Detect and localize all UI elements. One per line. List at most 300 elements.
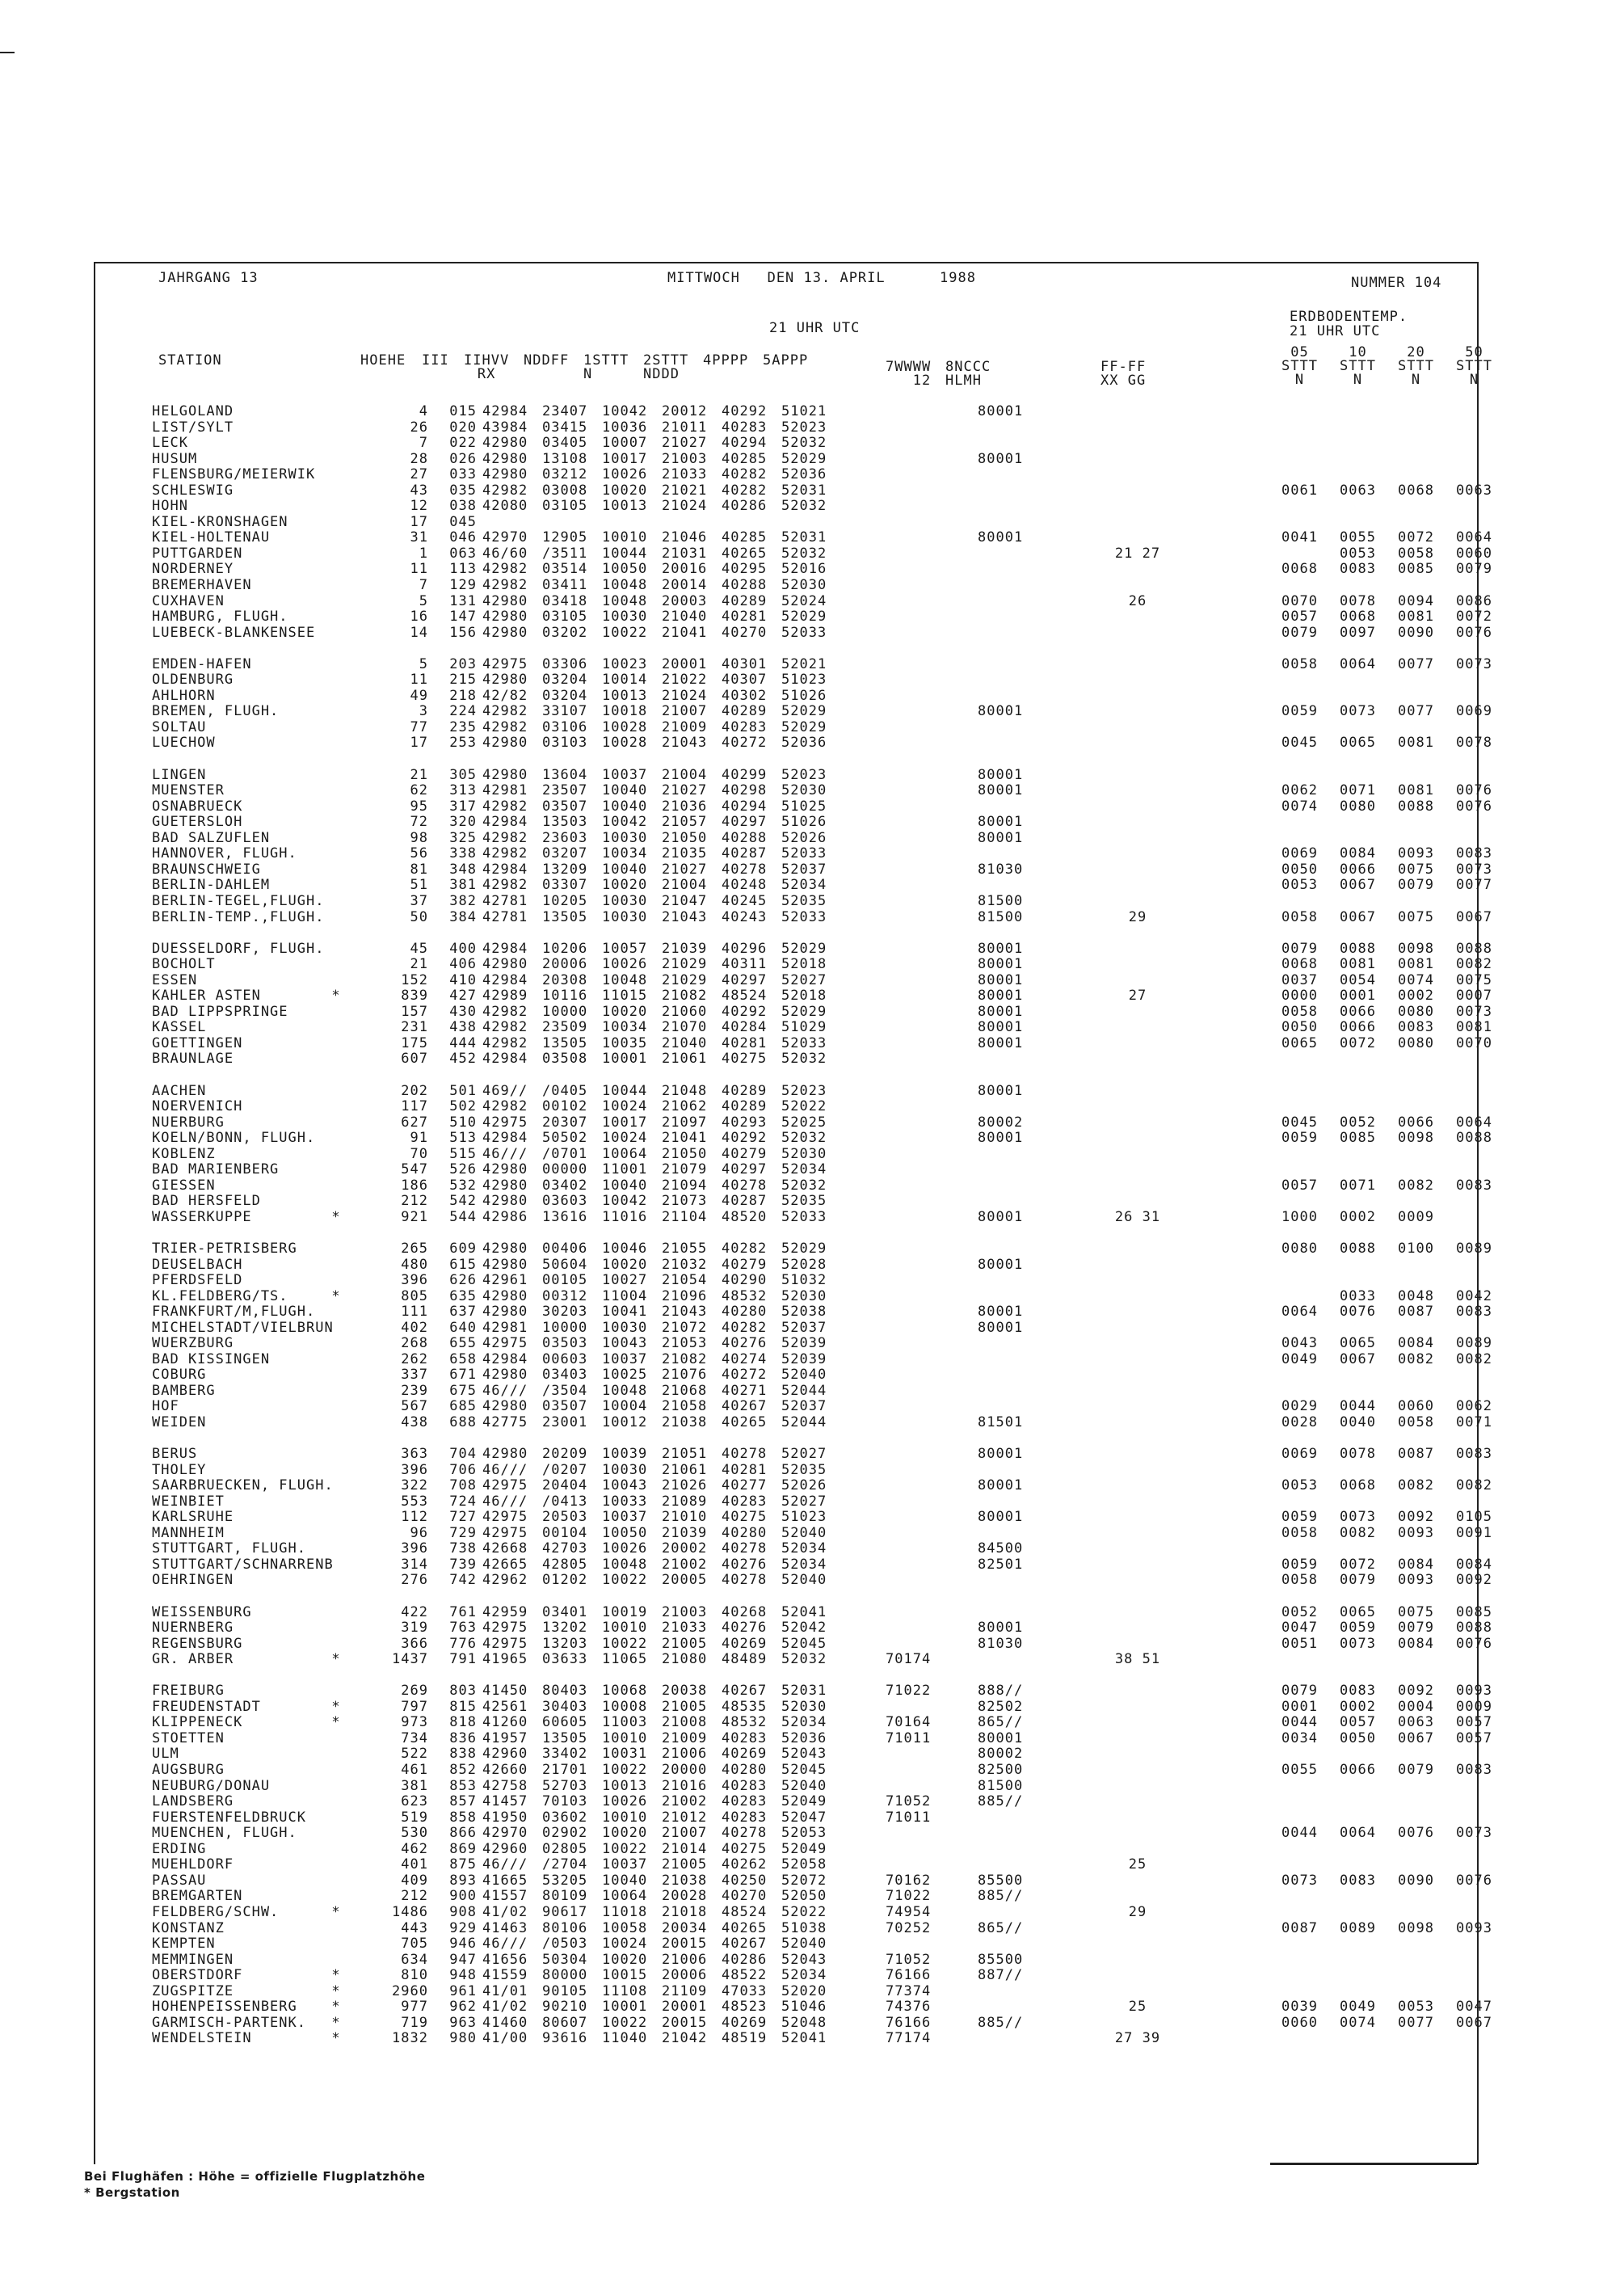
cell-hoehe: 1 xyxy=(419,545,428,562)
cell-hoehe: 269 xyxy=(401,1683,428,1700)
cell-s2: 21038 xyxy=(662,1414,708,1430)
cell-wwww: 71011 xyxy=(886,1809,932,1826)
cell-e20: 0063 xyxy=(1398,1714,1434,1731)
table-row xyxy=(152,988,1492,1005)
cell-ixhvv: 42975 xyxy=(482,1620,528,1637)
cell-iii: 704 xyxy=(449,1446,477,1463)
cell-e50: 0082 xyxy=(1456,1350,1492,1367)
cell-nddff: 03403 xyxy=(542,1367,588,1384)
cell-hoehe: 202 xyxy=(401,1082,428,1099)
cell-ixhvv: 42980 xyxy=(482,672,528,689)
table-row xyxy=(152,1099,1485,1115)
cell-appp: 51032 xyxy=(781,1272,827,1289)
cell-appp: 52029 xyxy=(781,1240,827,1257)
cell-ixhvv: 42982 xyxy=(482,718,528,735)
cell-appp: 52028 xyxy=(781,1256,827,1273)
table-row xyxy=(152,1794,1485,1810)
cell-s1: 10017 xyxy=(602,1114,648,1131)
cell-s2: 21011 xyxy=(662,419,708,436)
cell-appp: 52040 xyxy=(781,1572,827,1589)
cell-hoehe: 921 xyxy=(401,1208,428,1225)
cell-appp: 51021 xyxy=(781,403,827,419)
cell-iii: 929 xyxy=(449,1919,477,1936)
cell-e05: 0058 xyxy=(1281,1524,1318,1541)
table-row xyxy=(152,908,1492,926)
cell-e50: 0064 xyxy=(1456,1114,1492,1131)
cell-pppp: 40245 xyxy=(722,892,768,909)
cell-s1: 10017 xyxy=(602,450,648,467)
cell-ixhvv: 42980 xyxy=(482,609,528,626)
cell-pppp: 48523 xyxy=(722,1999,768,2016)
cell-s1: 10037 xyxy=(602,1509,648,1526)
cell-nddff: 03508 xyxy=(542,1051,588,1068)
cell-e10: 0065 xyxy=(1340,1335,1376,1352)
cell-star: * xyxy=(331,1714,341,1731)
cell-station: MUENSTER xyxy=(152,783,225,799)
cell-ixhvv: 42984 xyxy=(482,940,528,957)
cell-s2: 20005 xyxy=(662,1572,708,1589)
cell-iii: 317 xyxy=(449,798,477,815)
cell-pppp: 40269 xyxy=(722,1746,768,1763)
cell-iii: 791 xyxy=(449,1651,477,1668)
cell-s2: 21057 xyxy=(662,814,708,831)
table-row xyxy=(152,561,1492,578)
cell-s2: 21094 xyxy=(662,1177,708,1194)
cell-pppp: 40278 xyxy=(722,1540,768,1557)
cell-station: WEISSENBURG xyxy=(152,1604,252,1620)
cell-station: REGENSBURG xyxy=(152,1636,243,1652)
cell-s2: 21018 xyxy=(662,1903,708,1920)
cell-appp: 52032 xyxy=(781,498,827,515)
cell-ixhvv: 42982 xyxy=(482,798,528,815)
cell-s1: 10048 xyxy=(602,592,648,609)
cell-iii: 515 xyxy=(449,1145,477,1162)
cell-ixhvv: 42980 xyxy=(482,1256,528,1273)
cell-e50: 0089 xyxy=(1456,1240,1492,1257)
cell-hoehe: 627 xyxy=(401,1114,428,1131)
cell-pppp: 40296 xyxy=(722,940,768,957)
cell-s1: 10026 xyxy=(602,956,648,973)
cell-ixhvv: 42975 xyxy=(482,1524,528,1541)
cell-hoehe: 268 xyxy=(401,1335,428,1352)
cell-s2: 20015 xyxy=(662,2014,708,2031)
cell-e05: 0055 xyxy=(1281,1762,1318,1779)
col-5appp: 5APPP xyxy=(763,352,809,369)
cell-station: PASSAU xyxy=(152,1873,207,1889)
cell-wwww: 76166 xyxy=(886,1967,932,1984)
cell-hoehe: 262 xyxy=(401,1350,428,1367)
cell-iii: 513 xyxy=(449,1130,477,1147)
cell-s2: 21079 xyxy=(662,1161,708,1178)
cell-e05: 0061 xyxy=(1281,482,1318,499)
cell-nddff: 03514 xyxy=(542,561,588,578)
cell-station: THOLEY xyxy=(152,1462,207,1478)
cell-ixhvv: 42980 xyxy=(482,1446,528,1463)
cell-station: GOETTINGEN xyxy=(152,1035,243,1051)
cell-iii: 727 xyxy=(449,1509,477,1526)
cell-s1: 10033 xyxy=(602,1493,648,1510)
cell-s2: 21040 xyxy=(662,609,708,626)
cell-nddff: 10116 xyxy=(542,988,588,1005)
cell-e20: 0002 xyxy=(1398,988,1434,1005)
cell-s1: 10034 xyxy=(602,845,648,862)
cell-ixhvv: 42970 xyxy=(482,529,528,546)
cell-pppp: 40280 xyxy=(722,1762,768,1779)
cell-appp: 52040 xyxy=(781,1524,827,1541)
cell-s2: 20012 xyxy=(662,403,708,419)
cell-s2: 21096 xyxy=(662,1287,708,1304)
cell-appp: 51023 xyxy=(781,672,827,689)
cell-hoehe: 607 xyxy=(401,1051,428,1068)
cell-station: HOHENPEISSENBERG xyxy=(152,1999,297,2016)
cell-e20: 0082 xyxy=(1398,1477,1434,1494)
cell-s2: 21005 xyxy=(662,1856,708,1873)
cell-e20: 0081 xyxy=(1398,609,1434,626)
cell-iii: 635 xyxy=(449,1287,477,1304)
cell-iii: 900 xyxy=(449,1888,477,1905)
cell-ixhvv: 42982 xyxy=(482,1098,528,1115)
cell-nddff: 90210 xyxy=(542,1999,588,2016)
cell-hoehe: 366 xyxy=(401,1635,428,1652)
cell-pppp: 40288 xyxy=(722,829,768,846)
cell-iii: 129 xyxy=(449,577,477,594)
cell-s2: 21062 xyxy=(662,1098,708,1115)
cell-ixhvv: 46/// xyxy=(482,1856,528,1873)
col-1sttt: 1STTT N xyxy=(583,352,629,382)
cell-e20: 0077 xyxy=(1398,2014,1434,2031)
cell-pppp: 40269 xyxy=(722,2014,768,2031)
cell-ixhvv: 41/00 xyxy=(482,2030,528,2047)
cell-e20: 0079 xyxy=(1398,1762,1434,1779)
cell-nddff: 03503 xyxy=(542,1335,588,1352)
cell-iii: 776 xyxy=(449,1635,477,1652)
cell-pppp: 40301 xyxy=(722,655,768,672)
cell-e05: 0039 xyxy=(1281,1999,1318,2016)
issue-date: MITTWOCH DEN 13. APRIL 1988 xyxy=(667,270,976,286)
cell-nddff: 50604 xyxy=(542,1256,588,1273)
cell-iii: 406 xyxy=(449,956,477,973)
cell-e20: 0077 xyxy=(1398,655,1434,672)
cell-e10: 0080 xyxy=(1340,798,1376,815)
cell-s1: 10013 xyxy=(602,1777,648,1794)
cell-pppp: 40280 xyxy=(722,1304,768,1321)
cell-station: BERLIN-TEMP.,FLUGH. xyxy=(152,909,325,925)
cell-station: WASSERKUPPE xyxy=(152,1209,252,1225)
cell-s1: 11015 xyxy=(602,988,648,1005)
cell-station: FRANKFURT/M,FLUGH. xyxy=(152,1304,316,1321)
cell-iii: 671 xyxy=(449,1367,477,1384)
cell-appp: 52039 xyxy=(781,1335,827,1352)
cell-s2: 21043 xyxy=(662,735,708,752)
cell-iii: 961 xyxy=(449,1982,477,1999)
cell-nddff: /3511 xyxy=(542,545,588,562)
cell-e50: 0075 xyxy=(1456,971,1492,988)
cell-s1: 10039 xyxy=(602,1446,648,1463)
cell-hoehe: 705 xyxy=(401,1936,428,1953)
cell-s1: 10014 xyxy=(602,672,648,689)
cell-iii: 763 xyxy=(449,1620,477,1637)
cell-hoehe: 157 xyxy=(401,1003,428,1020)
cell-station: TRIER-PETRISBERG xyxy=(152,1241,297,1257)
cell-pppp: 40289 xyxy=(722,1082,768,1099)
cell-iii: 658 xyxy=(449,1350,477,1367)
cell-iii: 655 xyxy=(449,1335,477,1352)
cell-nddff: 20308 xyxy=(542,971,588,988)
cell-nddff: 03103 xyxy=(542,735,588,752)
cell-e05: 0074 xyxy=(1281,798,1318,815)
cell-e20: 0080 xyxy=(1398,1034,1434,1051)
cell-hoehe: 37 xyxy=(410,892,428,909)
cell-station: KASSEL xyxy=(152,1020,207,1036)
cell-hoehe: 11 xyxy=(410,672,428,689)
cell-wwww: 70162 xyxy=(886,1872,932,1889)
cell-e10: 0066 xyxy=(1340,1019,1376,1036)
cell-iii: 400 xyxy=(449,940,477,957)
cell-e20: 0084 xyxy=(1398,1335,1434,1352)
cell-pppp: 40270 xyxy=(722,624,768,641)
cell-pppp: 40297 xyxy=(722,1161,768,1178)
cell-pppp: 40271 xyxy=(722,1382,768,1399)
cell-iii: 502 xyxy=(449,1098,477,1115)
cell-iii: 852 xyxy=(449,1762,477,1779)
cell-iii: 688 xyxy=(449,1414,477,1430)
cell-ixhvv: 42980 xyxy=(482,1304,528,1321)
cell-e10: 0073 xyxy=(1340,1509,1376,1526)
soil-temperature-time: 21 UHR UTC xyxy=(1290,323,1381,339)
cell-station: WEIDEN xyxy=(152,1415,207,1430)
cell-hoehe: 363 xyxy=(401,1446,428,1463)
cell-s1: 10022 xyxy=(602,624,648,641)
table-row xyxy=(152,1919,1492,1937)
col-station: STATION xyxy=(158,352,222,369)
cell-e10: 0066 xyxy=(1340,861,1376,878)
cell-e10: 0068 xyxy=(1340,609,1376,626)
cell-s2: 21002 xyxy=(662,1556,708,1573)
cell-s2: 21053 xyxy=(662,1335,708,1352)
table-row xyxy=(152,845,1492,862)
cell-appp: 52023 xyxy=(781,419,827,436)
cell-s1: 10040 xyxy=(602,1872,648,1889)
col-nddff: NDDFF xyxy=(524,352,570,369)
cell-appp: 52032 xyxy=(781,1130,827,1147)
table-row xyxy=(152,831,1485,847)
cell-station: BRAUNSCHWEIG xyxy=(152,862,261,878)
cell-e10: 0084 xyxy=(1340,845,1376,862)
cell-ixhvv: 41557 xyxy=(482,1888,528,1905)
cell-pppp: 40283 xyxy=(722,1493,768,1510)
cell-nccc: 80001 xyxy=(978,1477,1024,1494)
cell-ixhvv: 42975 xyxy=(482,655,528,672)
cell-ixhvv: 42668 xyxy=(482,1540,528,1557)
cell-e05: 0059 xyxy=(1281,1509,1318,1526)
cell-hoehe: 3 xyxy=(419,703,428,720)
cell-s1: 10030 xyxy=(602,892,648,909)
cell-nccc: 80001 xyxy=(978,829,1024,846)
cell-ixhvv: 42080 xyxy=(482,498,528,515)
cell-s1: 10043 xyxy=(602,1335,648,1352)
cell-e05: 0058 xyxy=(1281,1003,1318,1020)
cell-nccc: 80001 xyxy=(978,1319,1024,1336)
cell-s1: 10035 xyxy=(602,1034,648,1051)
cell-hoehe: 553 xyxy=(401,1493,428,1510)
cell-pppp: 40281 xyxy=(722,609,768,626)
cell-pppp: 40277 xyxy=(722,1477,768,1494)
cell-appp: 52034 xyxy=(781,1540,827,1557)
cell-pppp: 40275 xyxy=(722,1509,768,1526)
col-soil-05: 05 STTT N xyxy=(1281,344,1318,388)
cell-e50: 0076 xyxy=(1456,798,1492,815)
cell-s2: 20016 xyxy=(662,561,708,578)
cell-nddff: 13202 xyxy=(542,1620,588,1637)
cell-ixhvv: 42984 xyxy=(482,403,528,419)
cell-s2: 20002 xyxy=(662,1540,708,1557)
cell-s2: 21038 xyxy=(662,1872,708,1889)
table-row xyxy=(152,672,1485,689)
cell-nddff: 10000 xyxy=(542,1003,588,1020)
cell-ixhvv: 42781 xyxy=(482,908,528,925)
cell-s1: 10030 xyxy=(602,908,648,925)
cell-e10: 0052 xyxy=(1340,1114,1376,1131)
cell-s2: 21033 xyxy=(662,466,708,483)
cell-ff: 38 51 xyxy=(1114,1651,1161,1668)
cell-pppp: 48532 xyxy=(722,1287,768,1304)
table-row xyxy=(152,1635,1492,1653)
cell-e50: 0067 xyxy=(1456,2014,1492,2031)
cell-hoehe: 396 xyxy=(401,1540,428,1557)
cell-station: HOHN xyxy=(152,499,188,515)
cell-e05: 0045 xyxy=(1281,1114,1318,1131)
cell-nccc: 80001 xyxy=(978,1729,1024,1746)
cell-nddff: 03212 xyxy=(542,466,588,483)
cell-e20: 0087 xyxy=(1398,1304,1434,1321)
cell-pppp: 40281 xyxy=(722,1461,768,1478)
cell-e20: 0053 xyxy=(1398,1999,1434,2016)
cell-e20: 0093 xyxy=(1398,1572,1434,1589)
table-row xyxy=(152,1968,1485,1984)
cell-station: FREIBURG xyxy=(152,1683,225,1700)
cell-station: LIST/SYLT xyxy=(152,419,234,436)
cell-ff: 26 31 xyxy=(1114,1208,1161,1225)
cell-iii: 113 xyxy=(449,561,477,578)
cell-nddff: 13505 xyxy=(542,908,588,925)
cell-appp: 52047 xyxy=(781,1809,827,1826)
table-row xyxy=(152,1872,1492,1889)
cell-pppp: 40276 xyxy=(722,1620,768,1637)
cell-hoehe: 111 xyxy=(401,1304,428,1321)
table-row xyxy=(152,1398,1492,1415)
cell-hoehe: 31 xyxy=(410,529,428,546)
cell-nddff: 53205 xyxy=(542,1872,588,1889)
cell-s2: 21047 xyxy=(662,892,708,909)
cell-ixhvv: 42959 xyxy=(482,1603,528,1620)
table-row xyxy=(152,1683,1492,1700)
cell-e10: 0067 xyxy=(1340,877,1376,894)
table-row xyxy=(152,1714,1492,1731)
cell-nddff: 03507 xyxy=(542,1398,588,1415)
cell-ixhvv: 469// xyxy=(482,1082,528,1099)
cell-s2: 21003 xyxy=(662,1603,708,1620)
cell-pppp: 40292 xyxy=(722,403,768,419)
cell-e10: 0053 xyxy=(1340,545,1376,562)
cell-s2: 21005 xyxy=(662,1698,708,1715)
cell-pppp: 40265 xyxy=(722,1414,768,1430)
cell-hoehe: 45 xyxy=(410,940,428,957)
cell-star: * xyxy=(331,1287,341,1304)
cell-pppp: 40282 xyxy=(722,1240,768,1257)
cell-s2: 21014 xyxy=(662,1840,708,1857)
cell-hoehe: 530 xyxy=(401,1825,428,1842)
cell-e50: 0083 xyxy=(1456,845,1492,862)
cell-nddff: 30203 xyxy=(542,1304,588,1321)
table-row xyxy=(152,1842,1485,1858)
cell-e20: 0077 xyxy=(1398,703,1434,720)
cell-pppp: 48520 xyxy=(722,1208,768,1225)
cell-ixhvv: 41463 xyxy=(482,1919,528,1936)
cell-station: HOF xyxy=(152,1399,179,1415)
cell-hoehe: 152 xyxy=(401,971,428,988)
col-hoehe: HOEHE xyxy=(360,352,406,369)
cell-nddff: 03204 xyxy=(542,672,588,689)
cell-ixhvv: 42665 xyxy=(482,1556,528,1573)
cell-s2: 21010 xyxy=(662,1509,708,1526)
cell-pppp: 40272 xyxy=(722,1367,768,1384)
cell-e10: 0002 xyxy=(1340,1208,1376,1225)
table-row xyxy=(152,782,1492,799)
cell-appp: 52032 xyxy=(781,1051,827,1068)
cell-nddff: 00105 xyxy=(542,1272,588,1289)
cell-e50: 0076 xyxy=(1456,1872,1492,1889)
cell-appp: 52029 xyxy=(781,718,827,735)
table-row xyxy=(152,1857,1485,1873)
cell-e50: 0073 xyxy=(1456,861,1492,878)
cell-e10: 0057 xyxy=(1340,1714,1376,1731)
cell-e05: 0064 xyxy=(1281,1304,1318,1321)
cell-s1: 10042 xyxy=(602,403,648,419)
cell-pppp: 40288 xyxy=(722,577,768,594)
cell-ixhvv: 42982 xyxy=(482,577,528,594)
cell-station: KL.FELDBERG/TS. xyxy=(152,1288,288,1304)
cell-pppp: 40267 xyxy=(722,1683,768,1700)
cell-appp: 52042 xyxy=(781,1620,827,1637)
cell-e20: 0094 xyxy=(1398,592,1434,609)
cell-pppp: 40270 xyxy=(722,1888,768,1905)
cell-hoehe: 973 xyxy=(401,1714,428,1731)
cell-pppp: 40289 xyxy=(722,1098,768,1115)
cell-e20: 0081 xyxy=(1398,735,1434,752)
cell-e10: 0097 xyxy=(1340,624,1376,641)
cell-star: * xyxy=(331,1903,341,1920)
cell-nccc: 80001 xyxy=(978,450,1024,467)
table-row xyxy=(152,1240,1492,1258)
cell-iii: 908 xyxy=(449,1903,477,1920)
table-row xyxy=(152,1999,1492,2016)
cell-e10: 0085 xyxy=(1340,1130,1376,1147)
cell-nccc: 85500 xyxy=(978,1872,1024,1889)
cell-wwww: 70164 xyxy=(886,1714,932,1731)
cell-station: PFERDSFELD xyxy=(152,1273,243,1289)
cell-e50: 0076 xyxy=(1456,782,1492,799)
cell-s2: 21068 xyxy=(662,1382,708,1399)
cell-nccc: 80002 xyxy=(978,1114,1024,1131)
cell-iii: 035 xyxy=(449,482,477,499)
cell-nddff: 23001 xyxy=(542,1414,588,1430)
cell-hoehe: 977 xyxy=(401,1999,428,2016)
table-row xyxy=(152,1321,1485,1337)
cell-ixhvv: 42561 xyxy=(482,1698,528,1715)
table-row xyxy=(152,609,1492,626)
cell-pppp: 40276 xyxy=(722,1335,768,1352)
cell-e10: 0078 xyxy=(1340,592,1376,609)
